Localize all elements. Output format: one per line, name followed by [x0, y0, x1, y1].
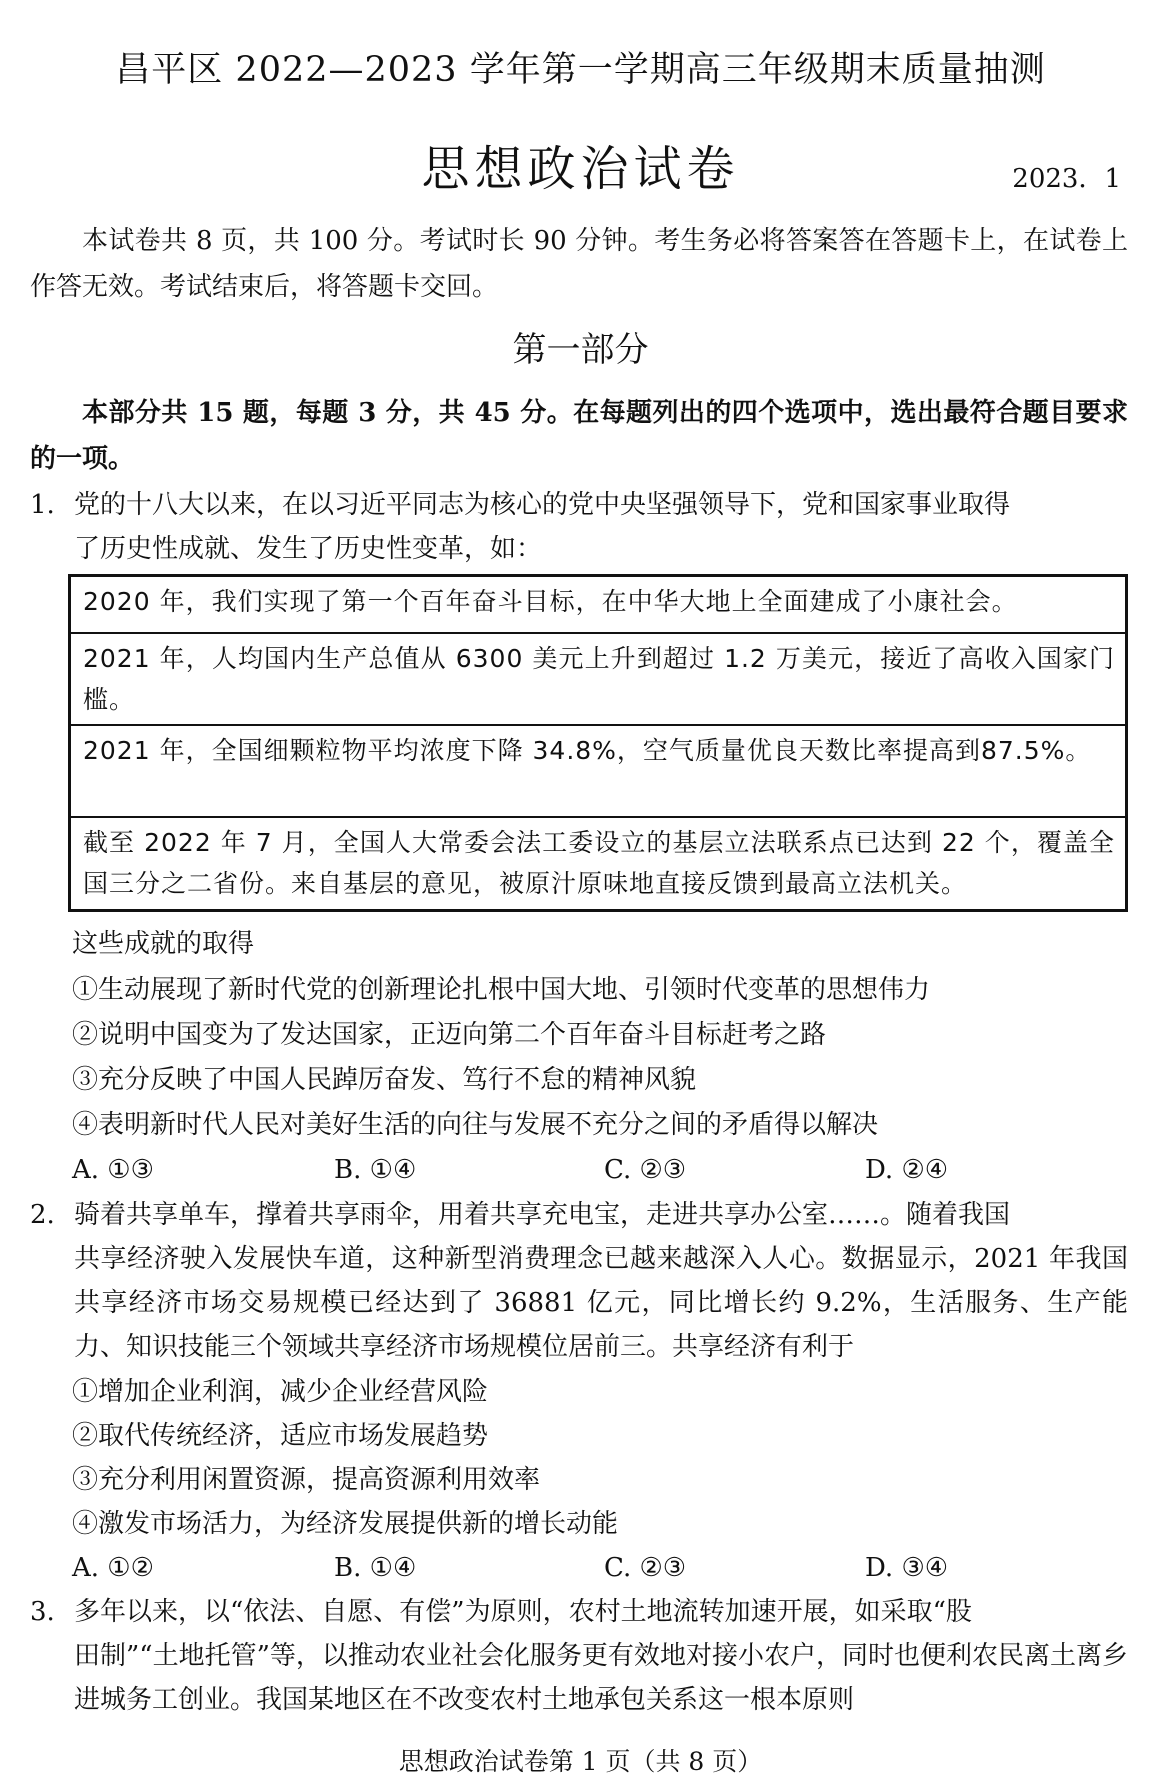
exam-title: 昌平区 2022—2023 学年第一学期高三年级期末质量抽测 [115, 50, 1046, 90]
option-c[interactable]: C. ②③ [604, 1155, 687, 1185]
option-a[interactable]: A. ①② [72, 1553, 154, 1583]
question-2-stem [30, 1193, 1128, 1369]
question-number: 2. [30, 1200, 55, 1230]
question-stem-line: 党的十八大以来，在以习近平同志为核心的党中央坚强领导下，党和国家事业取得 [74, 490, 1011, 520]
statement: ③充分反映了中国人民踔厉奋发、笃行不怠的精神风貌 [72, 1065, 697, 1095]
option-d[interactable]: D. ②④ [865, 1155, 949, 1185]
statement: ①增加企业利润，减少企业经营风险 [72, 1377, 489, 1407]
question-3-stem [30, 1590, 1128, 1722]
achievements-table [68, 574, 1128, 912]
exam-date: 2023．1 [1012, 164, 1121, 194]
table-row: 2021 年，人均国内生产总值从 6300 美元上升到超过 1.2 万美元，接近了高收入国家门槛。 [71, 634, 1125, 726]
page-footer: 思想政治试卷第 1 页（共 8 页） [398, 1747, 763, 1776]
question-number: 3. [30, 1597, 55, 1627]
exam-instructions: 本试卷共 8 页，共 100 分。考试时长 90 分钟。考生务必将答案答在答题卡上，在试卷上作答无效。考试结束后，将答题卡交回。 [30, 226, 1128, 302]
statement: ①生动展现了新时代党的创新理论扎根中国大地、引领时代变革的思想伟力 [72, 975, 931, 1005]
question-stem-line: 多年以来，以“依法、自愿、有偿”为原则，农村土地流转加速开展，如采取“股 [74, 1597, 972, 1627]
option-b[interactable]: B. ①④ [334, 1553, 417, 1583]
question-number: 1. [30, 490, 55, 520]
question-lead: 这些成就的取得 [72, 929, 255, 959]
question-stem-continuation: 共享经济驶入发展快车道，这种新型消费理念已越来越深入人心。数据显示，2021 年我国共享经济市场交易规模已经达到了 36881 亿元，同比增长约 9.2%，生活服务、生产能力、知识技能三个领域共享经济市场规模位居前三。共享经济有利于 [74, 1244, 1128, 1362]
part-description: 本部分共 15 题，每题 3 分，共 45 分。在每题列出的四个选项中，选出最符合题目要求的一项。 [30, 398, 1128, 474]
statement: ③充分利用闲置资源，提高资源利用效率 [72, 1465, 541, 1495]
option-d[interactable]: D. ③④ [865, 1553, 949, 1583]
statement: ②取代传统经济，适应市场发展趋势 [72, 1421, 489, 1451]
option-b[interactable]: B. ①④ [334, 1155, 417, 1185]
option-a[interactable]: A. ①③ [72, 1155, 154, 1185]
question-1-stem [30, 483, 1128, 571]
statement: ②说明中国变为了发达国家，正迈向第二个百年奋斗目标赶考之路 [72, 1020, 827, 1050]
table-row: 2020 年，我们实现了第一个百年奋斗目标，在中华大地上全面建成了小康社会。 [71, 577, 1125, 634]
statement: ④表明新时代人民对美好生活的向往与发展不充分之间的矛盾得以解决 [72, 1110, 879, 1140]
statement: ④激发市场活力，为经济发展提供新的增长动能 [72, 1509, 619, 1539]
table-row: 2021 年，全国细颗粒物平均浓度下降 34.8%，空气质量优良天数比率提高到87.5%。 [71, 726, 1125, 818]
option-c[interactable]: C. ②③ [604, 1553, 687, 1583]
question-stem-continuation: 了历史性成就、发生了历史性变革，如： [74, 534, 543, 564]
question-stem-continuation: 田制”“土地托管”等，以推动农业社会化服务更有效地对接小农户，同时也便利农民离土离乡进城务工创业。我国某地区在不改变农村土地承包关系这一根本原则 [74, 1641, 1128, 1715]
part-title: 第一部分 [512, 330, 649, 370]
paper-title: 思想政治试卷 [421, 141, 740, 197]
question-stem-line: 骑着共享单车，撑着共享雨伞，用着共享充电宝，走进共享办公室……。随着我国 [74, 1200, 1011, 1230]
table-row: 截至 2022 年 7 月，全国人大常委会法工委设立的基层立法联系点已达到 22 个，覆盖全国三分之二省份。来自基层的意见，被原汁原味地直接反馈到最高立法机关。 [83, 828, 1115, 898]
